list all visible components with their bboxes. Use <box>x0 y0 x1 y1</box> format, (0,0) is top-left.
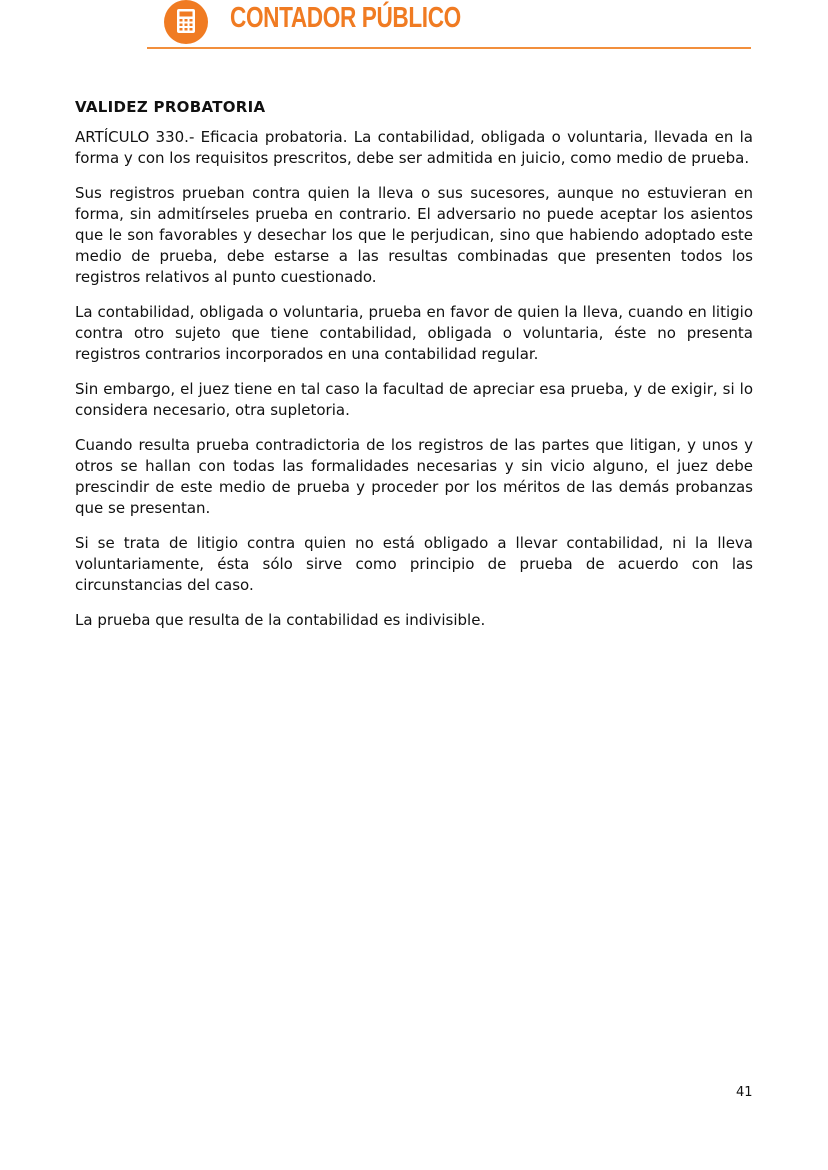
section-heading: VALIDEZ PROBATORIA <box>75 98 266 116</box>
header-divider <box>147 47 751 49</box>
calculator-icon <box>164 0 208 44</box>
paragraph: La contabilidad, obligada o voluntaria, prueba en favor de quien la lleva, cuando en litigio contra otro sujeto que tiene contabilidad, obligada o voluntaria, éste no presenta registros contrarios incorporados en una contabilidad regular. <box>75 303 753 363</box>
paragraph: Cuando resulta prueba contradictoria de los registros de las partes que litigan, y unos y otros se hallan con todas las formalidades necesarias y sin vicio alguno, el juez debe prescindir de este medio de prueba y proceder por los méritos de las demás probanzas que se presentan. <box>75 436 753 517</box>
page-header <box>0 0 828 50</box>
paragraph: ARTÍCULO 330.- Eficacia probatoria. La contabilidad, obligada o voluntaria, llevada en la forma y con los requisitos prescritos, debe ser admitida en juicio, como medio de prueba. <box>75 128 753 167</box>
paragraph: Sin embargo, el juez tiene en tal caso la facultad de apreciar esa prueba, y de exigir, si lo considera necesario, otra supletoria. <box>75 380 753 419</box>
paragraph: Sus registros prueban contra quien la lleva o sus sucesores, aunque no estuvieran en forma, sin admitírseles prueba en contrario. El adversario no puede aceptar los asientos que le son favorables y desechar los que le perjudican, sino que habiendo adoptado este medio de prueba, debe estarse a las resultas combinadas que presenten todos los registros relativos al punto cuestionado. <box>75 184 753 286</box>
paragraph: La prueba que resulta de la contabilidad es indivisible. <box>75 611 486 629</box>
page-number: 41 <box>736 1085 753 1100</box>
paragraph: Si se trata de litigio contra quien no está obligado a llevar contabilidad, ni la lleva voluntariamente, ésta sólo sirve como principio de prueba de acuerdo con las circunstancias del caso. <box>75 534 753 594</box>
document-body <box>75 97 753 645</box>
brand-title: CONTADOR PÚBLICO <box>230 2 461 34</box>
